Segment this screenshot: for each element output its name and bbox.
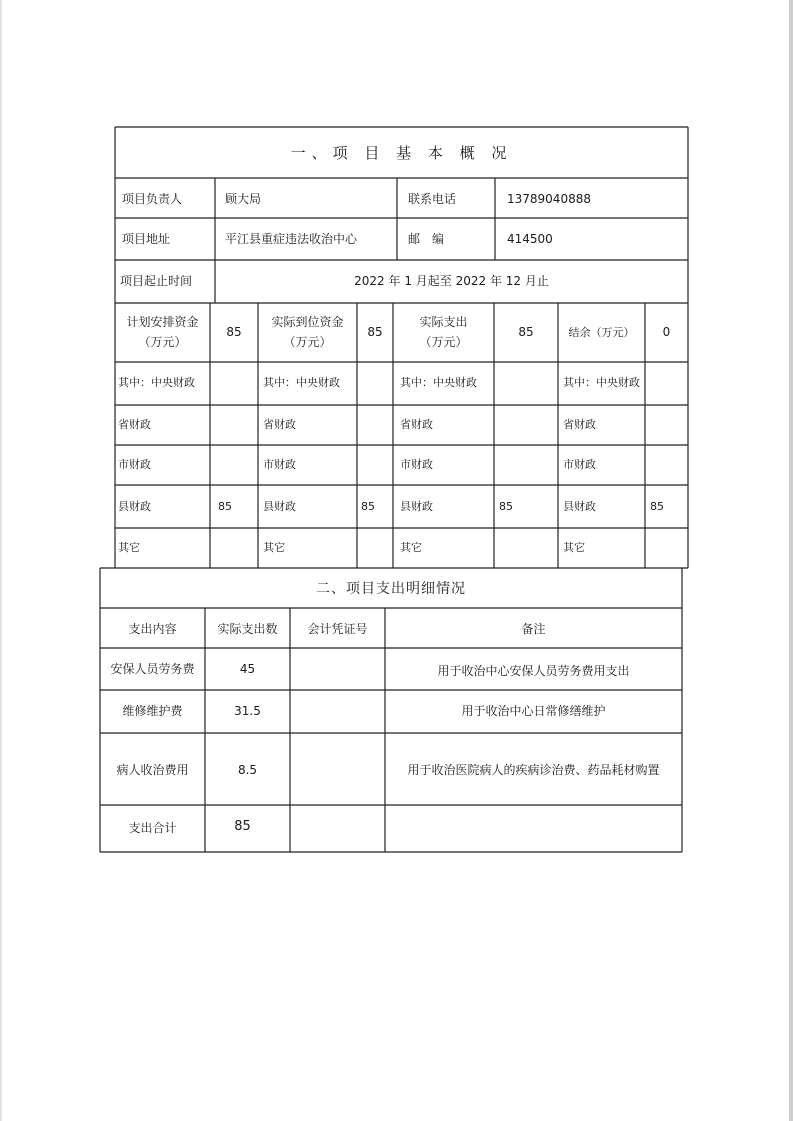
spent-funds-label: 实际支出 (419, 315, 468, 329)
source-cell: 市财政 (400, 458, 433, 471)
source-value: 85 (361, 500, 375, 513)
received-funds-label: 实际到位资金 (271, 315, 344, 329)
spent-funds-value: 85 (518, 325, 534, 339)
header-voucher: 会计凭证号 (307, 622, 368, 636)
planned-funds-value: 85 (226, 325, 242, 339)
leader-value: 顾大局 (225, 192, 262, 206)
received-funds-value: 85 (367, 325, 383, 339)
source-cell: 县财政 (400, 500, 433, 513)
table-row-amount: 45 (239, 662, 256, 676)
planned-funds-unit: （万元） (138, 335, 187, 349)
leader-label: 项目负责人 (122, 192, 183, 206)
address-label: 项目地址 (122, 232, 171, 246)
table-row-amount: 31.5 (234, 704, 261, 718)
source-cell: 省财政 (563, 418, 596, 431)
postcode-value: 414500 (507, 232, 553, 246)
table-row-note: 用于收治医院病人的疾病诊治费、药品耗材购置 (407, 763, 660, 777)
source-cell: 县财政 (118, 500, 151, 513)
postcode-label: 邮 编 (408, 232, 445, 246)
table-row-amount: 8.5 (237, 763, 258, 777)
planned-funds-label: 计划安排资金 (126, 315, 199, 329)
header-note: 备注 (521, 622, 546, 636)
source-cell: 市财政 (263, 458, 296, 471)
source-cell: 省财政 (118, 418, 151, 431)
phone-label: 联系电话 (408, 192, 457, 206)
period-label: 项目起止时间 (120, 274, 193, 288)
table-row-note: 用于收治中心安保人员劳务费用支出 (437, 664, 630, 678)
source-cell: 县财政 (263, 500, 296, 513)
table-row-item: 安保人员劳务费 (110, 662, 195, 676)
source-cell: 其它 (118, 541, 140, 554)
header-amount: 实际支出数 (217, 622, 278, 636)
source-cell: 县财政 (563, 500, 596, 513)
address-value: 平江县重症违法收治中心 (225, 232, 358, 246)
source-cell: 其它 (400, 541, 422, 554)
balance-value: 0 (662, 325, 671, 339)
source-cell: 市财政 (563, 458, 596, 471)
source-cell: 市财政 (118, 458, 151, 471)
source-cell: 省财政 (263, 418, 296, 431)
source-cell: 其中：中央财政 (563, 376, 640, 389)
spent-funds-unit: （万元） (419, 335, 468, 349)
source-cell: 其中：中央财政 (118, 376, 195, 389)
source-cell: 其中：中央财政 (400, 376, 477, 389)
source-cell: 其它 (263, 541, 285, 554)
section2-title: 二、项目支出明细情况 (316, 581, 466, 597)
source-cell: 省财政 (400, 418, 433, 431)
section1-title: 一、项 目 基 本 概 况 (290, 144, 513, 162)
received-funds-unit: （万元） (283, 335, 332, 349)
period-value: 2022 年 1 月起至 2022 年 12 月止 (354, 274, 549, 288)
phone-value: 13789040888 (507, 192, 591, 206)
source-cell: 其它 (563, 541, 585, 554)
source-value: 85 (499, 500, 513, 513)
source-value: 85 (218, 500, 232, 513)
total-label: 支出合计 (128, 821, 177, 835)
table-row-note: 用于收治中心日常修缮维护 (461, 704, 606, 718)
source-cell: 其中：中央财政 (263, 376, 340, 389)
header-item: 支出内容 (128, 622, 177, 636)
total-value: 85 (234, 819, 251, 834)
table-row-item: 病人收治费用 (116, 763, 189, 777)
balance-label: 结余（万元） (568, 326, 635, 339)
table-row-item: 维修维护费 (122, 704, 183, 718)
source-value: 85 (650, 500, 664, 513)
